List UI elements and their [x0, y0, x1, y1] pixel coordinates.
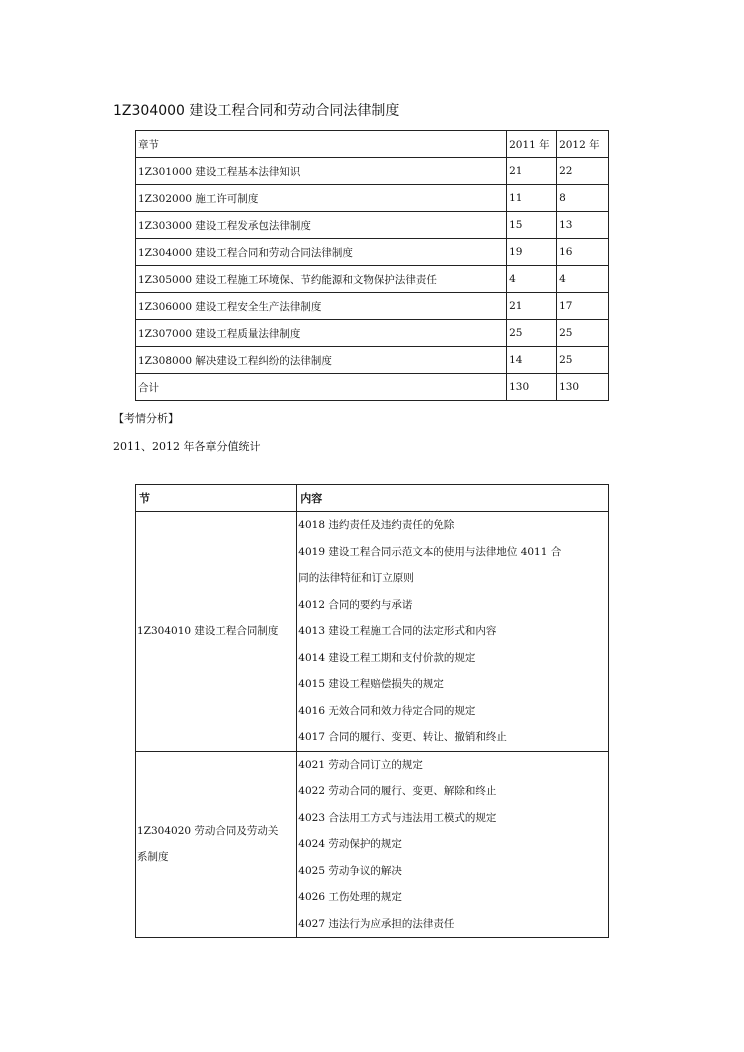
score-2011-cell: 21 [507, 293, 557, 320]
header-chapter: 章节 [136, 131, 507, 158]
chapter-cell: 1Z304000 建设工程合同和劳动合同法律制度 [136, 239, 507, 266]
total-label-cell: 合计 [136, 374, 507, 401]
list-item: 4027 违法行为应承担的法律责任 [298, 917, 455, 930]
header-section: 节 [136, 485, 297, 512]
table-row [136, 185, 609, 212]
list-item: 4014 建设工程工期和支付价款的规定 [298, 651, 476, 664]
section-name-cell: 1Z304010 建设工程合同制度 [136, 512, 297, 752]
score-2012-cell: 4 [557, 266, 609, 293]
header-2012: 2012 年 [557, 131, 609, 158]
list-item: 4022 劳动合同的履行、变更、解除和终止 [298, 785, 497, 797]
score-2011-cell: 15 [507, 212, 557, 239]
score-2011-cell: 14 [507, 347, 557, 374]
header-2011: 2011 年 [507, 131, 557, 158]
table-header-row [136, 485, 609, 512]
section-items-cell [297, 751, 609, 938]
table-row [136, 320, 609, 347]
score-2012-cell: 13 [557, 212, 609, 239]
list-item: 4015 建设工程赔偿损失的规定 [298, 678, 444, 690]
score-2012-cell: 22 [557, 158, 609, 185]
stats-caption: 2011、2012 年各章分值统计 [113, 440, 261, 453]
score-2011-cell: 25 [507, 320, 557, 347]
page-title: 1Z304000 建设工程合同和劳动合同法律制度 [113, 103, 400, 119]
list-item: 4023 合法用工方式与违法用工模式的规定 [298, 811, 497, 824]
score-2012-cell: 17 [557, 293, 609, 320]
list-item: 4024 劳动保护的规定 [298, 838, 402, 850]
table-row [136, 293, 609, 320]
chapter-cell: 1Z305000 建设工程施工环境保、节约能源和文物保护法律责任 [136, 266, 507, 293]
chapter-cell: 1Z302000 施工许可制度 [136, 185, 507, 212]
score-2011-cell: 19 [507, 239, 557, 266]
score-2012-cell: 25 [557, 320, 609, 347]
chapter-cell: 1Z307000 建设工程质量法律制度 [136, 320, 507, 347]
section-name-cell [136, 751, 297, 938]
list-item: 4019 建设工程合同示范文本的使用与法律地位 4011 合 [298, 545, 562, 558]
list-item: 4018 违约责任及违约责任的免除 [298, 519, 455, 531]
table-row [136, 347, 609, 374]
list-item: 4016 无效合同和效力待定合同的规定 [298, 704, 476, 717]
list-item: 4017 合同的履行、变更、转让、撤销和终止 [298, 731, 507, 743]
header-content: 内容 [297, 485, 609, 512]
chapter-cell: 1Z308000 解决建设工程纠纷的法律制度 [136, 347, 507, 374]
list-item: 4012 合同的要约与承诺 [298, 598, 413, 611]
table-row [136, 212, 609, 239]
score-2012-cell: 25 [557, 347, 609, 374]
chapter-score-table [135, 130, 609, 401]
list-item: 4021 劳动合同订立的规定 [298, 758, 423, 771]
score-2012-cell: 8 [557, 185, 609, 212]
list-item: 同的法律特征和订立原则 [298, 572, 414, 584]
score-2011-cell: 4 [507, 266, 557, 293]
chapter-cell: 1Z306000 建设工程安全生产法律制度 [136, 293, 507, 320]
section-row [136, 512, 609, 752]
table-row [136, 158, 609, 185]
section-items-cell [297, 512, 609, 752]
section-name-line: 系制度 [137, 851, 169, 864]
list-item: 4025 劳动争议的解决 [298, 864, 402, 877]
score-2011-cell: 21 [507, 158, 557, 185]
total-2012-cell: 130 [557, 374, 609, 401]
table-row [136, 239, 609, 266]
chapter-cell: 1Z303000 建设工程发承包法律制度 [136, 212, 507, 239]
section-row [136, 751, 609, 938]
total-2011-cell: 130 [507, 374, 557, 401]
list-item: 4026 工伤处理的规定 [298, 891, 402, 903]
total-row [136, 374, 609, 401]
score-2012-cell: 16 [557, 239, 609, 266]
section-content-table [135, 484, 609, 938]
section-name-line: 1Z304020 劳动合同及劳动关 [137, 825, 279, 838]
chapter-cell: 1Z301000 建设工程基本法律知识 [136, 158, 507, 185]
table-header-row [136, 131, 609, 158]
score-2011-cell: 11 [507, 185, 557, 212]
analysis-heading: 【考情分析】 [113, 412, 179, 425]
table-row [136, 266, 609, 293]
list-item: 4013 建设工程施工合同的法定形式和内容 [298, 625, 497, 637]
